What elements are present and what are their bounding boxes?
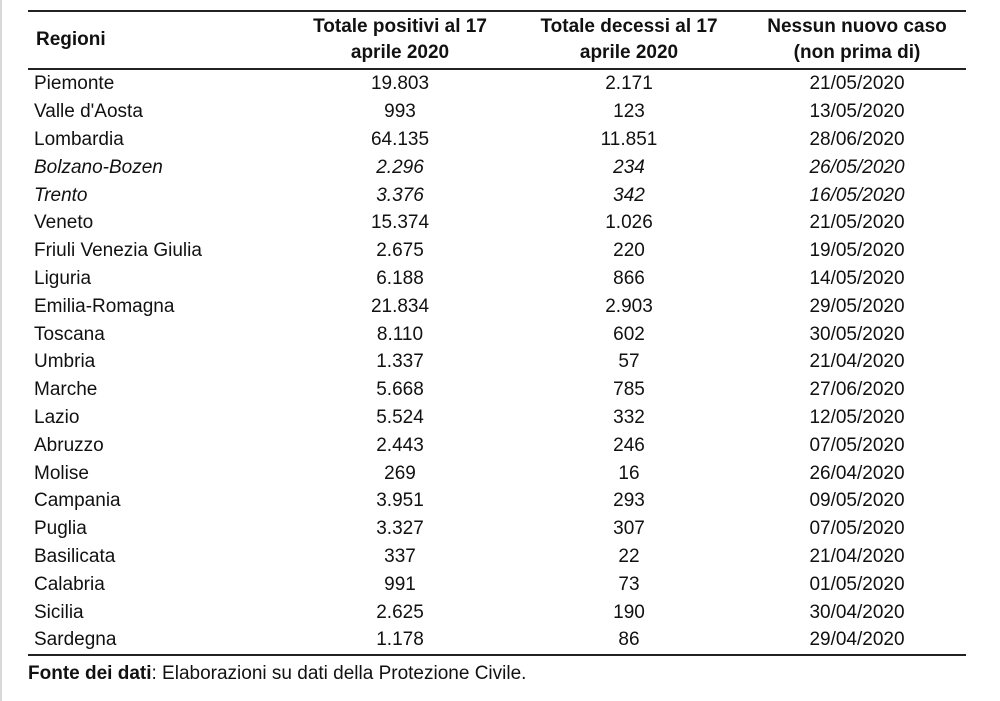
header-region	[28, 11, 290, 69]
source-note	[28, 662, 966, 686]
cell-deaths: 2.903	[605, 295, 653, 317]
cell-region: Bolzano-Bozen	[34, 156, 163, 178]
cell-region: Friuli Venezia Giulia	[34, 240, 202, 262]
cell-deaths: 2.171	[605, 73, 653, 95]
table-row	[28, 320, 966, 348]
header-row	[28, 11, 966, 69]
table-row	[28, 153, 966, 181]
cell-deaths: 220	[613, 240, 645, 262]
cell-no-new-date: 30/04/2020	[809, 601, 905, 623]
cell-positives: 8.110	[376, 323, 424, 345]
table-row	[28, 543, 966, 571]
cell-no-new-date: 12/05/2020	[809, 406, 905, 428]
cell-deaths: 16	[618, 462, 640, 484]
cell-no-new-date: 14/05/2020	[809, 267, 905, 289]
cell-positives: 2.296	[376, 156, 424, 178]
cell-region: Basilicata	[34, 545, 116, 567]
table-row	[28, 69, 966, 98]
table-row	[28, 459, 966, 487]
cell-region: Liguria	[34, 267, 92, 289]
cell-no-new-date: 26/04/2020	[809, 462, 905, 484]
cell-deaths: 1.026	[605, 212, 653, 234]
table-row	[28, 237, 966, 265]
table-row	[28, 348, 966, 376]
cell-region: Emilia-Romagna	[34, 295, 175, 317]
cell-region: Lombardia	[34, 128, 124, 150]
cell-no-new-date: 01/05/2020	[809, 573, 905, 595]
table-row	[28, 598, 966, 626]
source-label: Fonte dei dati	[28, 662, 152, 684]
header-positives	[290, 11, 510, 69]
table-row	[28, 376, 966, 404]
table-row	[28, 181, 966, 209]
cell-deaths: 123	[613, 101, 645, 123]
table-row	[28, 570, 966, 598]
cell-positives: 5.668	[376, 379, 424, 401]
header-positives-line2: aprile 2020	[350, 42, 450, 63]
cell-region: Toscana	[34, 323, 105, 345]
cell-positives: 337	[384, 545, 416, 567]
cell-region: Trento	[34, 184, 88, 206]
cell-region: Valle d'Aosta	[34, 101, 143, 123]
cell-deaths: 73	[618, 573, 640, 595]
cell-region: Abruzzo	[34, 434, 104, 456]
table-row	[28, 126, 966, 154]
page-edge	[0, 0, 2, 701]
cell-deaths: 11.851	[600, 128, 658, 150]
cell-no-new-date: 29/04/2020	[809, 629, 905, 651]
cell-positives: 6.188	[376, 267, 424, 289]
cell-positives: 269	[384, 462, 416, 484]
cell-no-new-date: 09/05/2020	[809, 490, 905, 512]
cell-positives: 991	[384, 573, 416, 595]
header-deaths	[510, 11, 748, 69]
cell-positives: 15.374	[370, 212, 430, 234]
cell-deaths: 307	[613, 518, 645, 540]
table-header	[28, 11, 966, 69]
cell-deaths: 332	[613, 406, 645, 428]
header-no-new-line2: (non prima di)	[793, 42, 921, 63]
table-row	[28, 292, 966, 320]
table-row	[28, 515, 966, 543]
cell-region: Sicilia	[34, 601, 84, 623]
table-body	[28, 69, 966, 655]
cell-region: Molise	[34, 462, 89, 484]
document-sheet	[28, 10, 966, 686]
cell-region: Lazio	[34, 406, 80, 428]
header-no-new-case	[748, 11, 966, 69]
cell-positives: 3.951	[376, 490, 424, 512]
cell-positives: 2.675	[376, 240, 424, 262]
cell-no-new-date: 21/05/2020	[809, 73, 905, 95]
cell-region: Umbria	[34, 351, 96, 373]
regions-table	[28, 10, 966, 656]
header-deaths-line2: aprile 2020	[579, 42, 679, 63]
cell-deaths: 22	[618, 545, 640, 567]
cell-no-new-date: 13/05/2020	[809, 101, 905, 123]
cell-region: Sardegna	[34, 629, 117, 651]
cell-no-new-date: 07/05/2020	[809, 518, 905, 540]
cell-no-new-date: 21/05/2020	[809, 212, 905, 234]
cell-region: Marche	[34, 379, 98, 401]
table-row	[28, 626, 966, 655]
cell-no-new-date: 29/05/2020	[809, 295, 905, 317]
cell-deaths: 785	[613, 379, 645, 401]
cell-positives: 3.327	[376, 518, 424, 540]
table-row	[28, 98, 966, 126]
cell-positives: 64.135	[370, 128, 430, 150]
cell-no-new-date: 07/05/2020	[809, 434, 905, 456]
header-region-label: Regioni	[36, 29, 106, 50]
cell-region: Puglia	[34, 518, 87, 540]
cell-deaths: 234	[613, 156, 645, 178]
cell-deaths: 190	[613, 601, 645, 623]
cell-positives: 21.834	[370, 295, 430, 317]
table-row	[28, 431, 966, 459]
cell-deaths: 866	[613, 267, 645, 289]
cell-no-new-date: 30/05/2020	[809, 323, 905, 345]
cell-no-new-date: 21/04/2020	[809, 351, 905, 373]
cell-deaths: 86	[618, 629, 640, 651]
cell-no-new-date: 19/05/2020	[809, 240, 905, 262]
cell-region: Veneto	[34, 212, 94, 234]
cell-no-new-date: 28/06/2020	[809, 128, 905, 150]
cell-deaths: 57	[618, 351, 640, 373]
cell-no-new-date: 21/04/2020	[809, 545, 905, 567]
table-row	[28, 404, 966, 432]
cell-deaths: 602	[613, 323, 645, 345]
header-no-new-line1: Nessun nuovo caso	[767, 16, 947, 37]
cell-region: Campania	[34, 490, 121, 512]
cell-positives: 5.524	[376, 406, 424, 428]
cell-deaths: 342	[613, 184, 645, 206]
cell-no-new-date: 16/05/2020	[809, 184, 905, 206]
table-row	[28, 487, 966, 515]
cell-deaths: 293	[613, 490, 645, 512]
cell-region: Piemonte	[34, 73, 115, 95]
table-row	[28, 265, 966, 293]
cell-deaths: 246	[613, 434, 645, 456]
cell-positives: 1.178	[376, 629, 424, 651]
cell-no-new-date: 26/05/2020	[809, 156, 905, 178]
source-text: : Elaborazioni su dati della Protezione Civile.	[151, 662, 527, 684]
cell-region: Calabria	[34, 573, 105, 595]
cell-positives: 19.803	[370, 73, 430, 95]
cell-positives: 2.625	[376, 601, 424, 623]
cell-positives: 993	[384, 101, 416, 123]
cell-positives: 1.337	[376, 351, 424, 373]
cell-positives: 3.376	[376, 184, 424, 206]
cell-no-new-date: 27/06/2020	[809, 379, 905, 401]
cell-positives: 2.443	[376, 434, 424, 456]
header-positives-line1: Totale positivi al 17	[313, 16, 487, 37]
header-deaths-line1: Totale decessi al 17	[540, 16, 718, 37]
table-row	[28, 209, 966, 237]
